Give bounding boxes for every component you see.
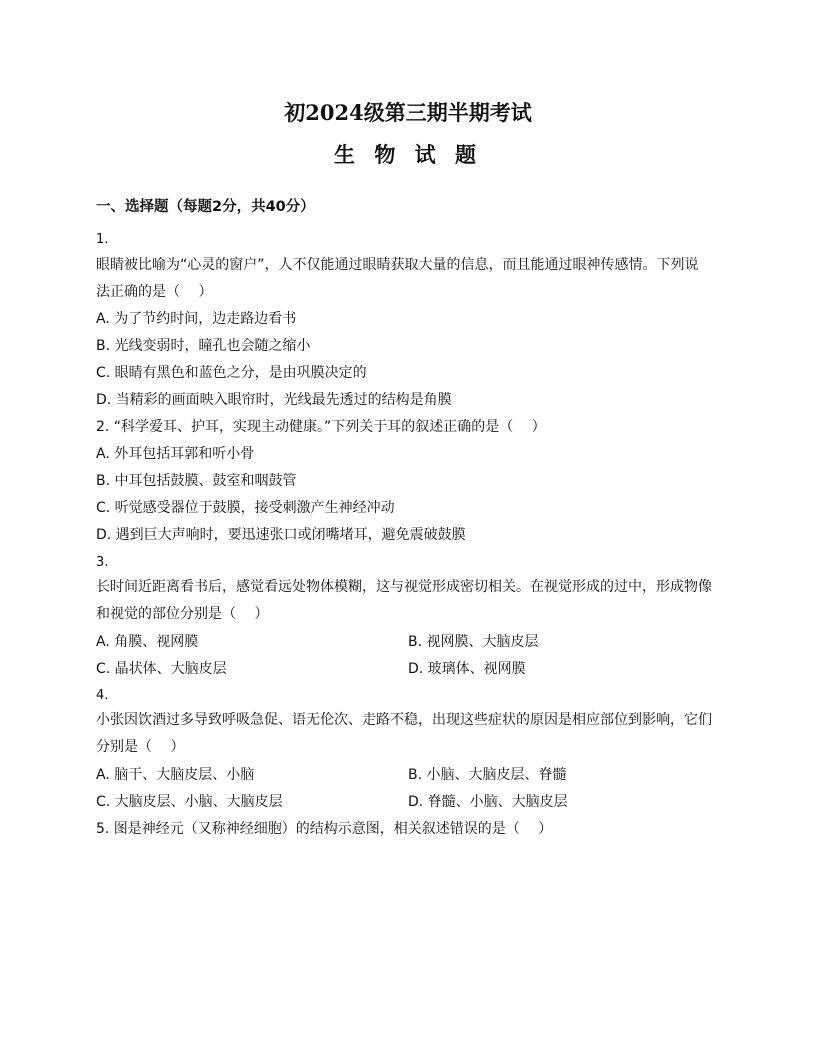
q5-stem: 5. 图是神经元（又称神经细胞）的结构示意图，相关叙述错误的是（ ）: [96, 821, 553, 837]
q1-option-b: B. 光线变弱时，瞳孔也会随之缩小: [96, 338, 311, 354]
q4-stem-line2: 分别是（ ）: [96, 739, 185, 755]
q3-stem-line2: 和视觉的部位分别是（ ）: [96, 606, 269, 622]
q2-option-a: A. 外耳包括耳郭和听小骨: [96, 446, 255, 462]
q1-option-d: D. 当精彩的画面映入眼帘时，光线最先透过的结构是角膜: [96, 392, 452, 408]
q3-option-a: A. 角膜、视网膜: [96, 634, 199, 650]
q3-option-b: B. 视网膜、大脑皮层: [408, 634, 539, 650]
q2-option-c: C. 听觉感受器位于鼓膜，接受刺激产生神经冲动: [96, 500, 395, 516]
q1-stem-line1: 眼睛被比喻为“心灵的窗户”，人不仅能通过眼睛获取大量的信息，而且能通过眼神传感情。下列说: [96, 257, 699, 273]
q3-number: 3.: [96, 555, 109, 570]
q4-number: 4.: [96, 688, 109, 703]
section-heading: 一、选择题（每题2分，共40分）: [96, 199, 315, 215]
q3-option-c: C. 晶状体、大脑皮层: [96, 661, 227, 677]
q4-stem-line1: 小张因饮酒过多导致呼吸急促、语无伦次、走路不稳，出现这些症状的原因是相应部位到影响，它们: [96, 712, 712, 728]
q1-option-c: C. 眼睛有黑色和蓝色之分，是由巩膜决定的: [96, 365, 367, 381]
q4-option-d: D. 脊髓、小脑、大脑皮层: [408, 794, 568, 810]
q4-option-b: B. 小脑、大脑皮层、脊髓: [408, 767, 567, 783]
exam-title: 初2024级第三期半期考试: [284, 100, 532, 125]
subject-title: 生 物 试 题: [334, 142, 482, 167]
q2-stem: 2. “科学爱耳、护耳，实现主动健康。”下列关于耳的叙述正确的是（ ）: [96, 419, 546, 435]
q3-stem-line1: 长时间近距离看书后，感觉看远处物体模糊，这与视觉形成密切相关。在视觉形成的过中，形成物像: [96, 579, 712, 595]
q4-option-c: C. 大脑皮层、小脑、大脑皮层: [96, 794, 283, 810]
q1-stem-line2: 法正确的是（ ）: [96, 284, 213, 300]
q4-option-a: A. 脑干、大脑皮层、小脑: [96, 767, 255, 783]
q2-option-d: D. 遇到巨大声响时，要迅速张口或闭嘴堵耳，避免震破鼓膜: [96, 527, 466, 543]
q1-number: 1.: [96, 232, 109, 247]
q1-option-a: A. 为了节约时间，边走路边看书: [96, 311, 297, 327]
q3-option-d: D. 玻璃体、视网膜: [408, 661, 526, 677]
q2-option-b: B. 中耳包括鼓膜、鼓室和咽鼓管: [96, 473, 297, 489]
